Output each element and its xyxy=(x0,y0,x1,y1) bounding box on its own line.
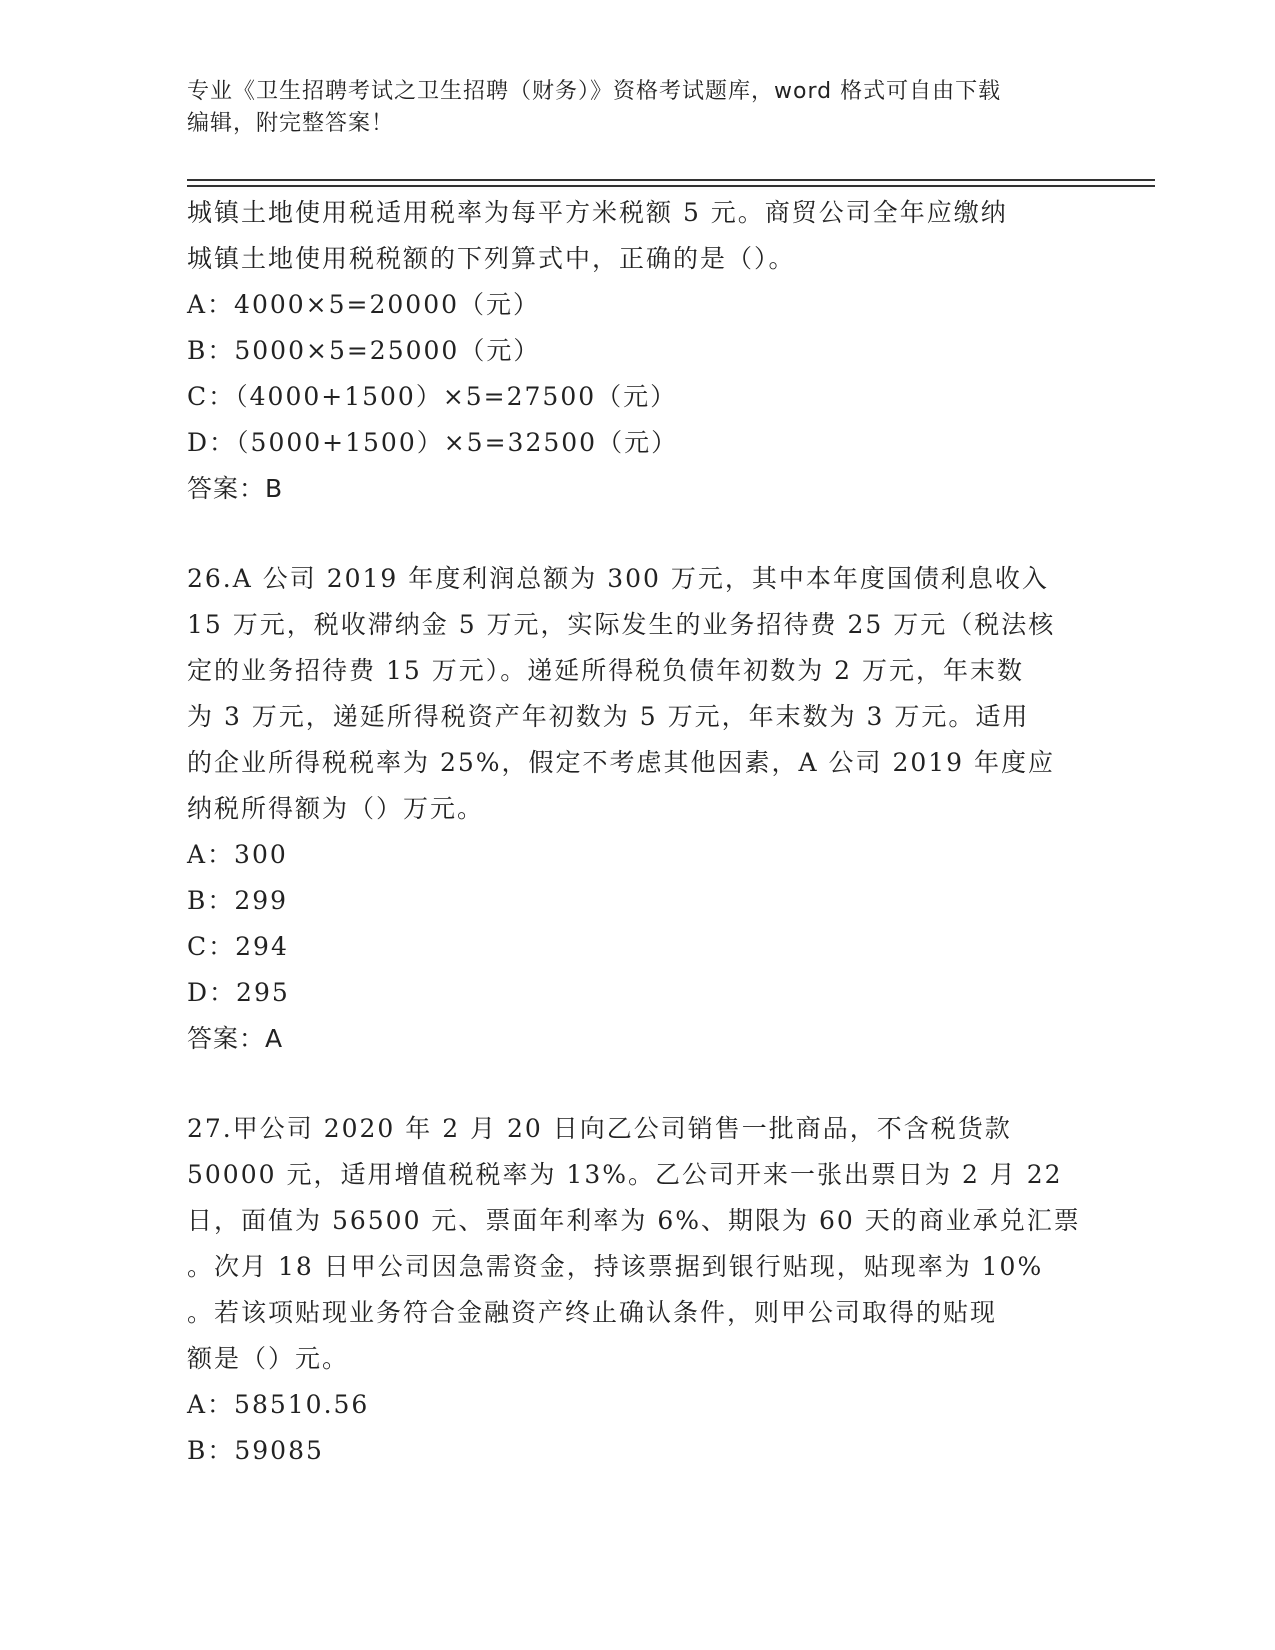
document-body xyxy=(187,190,1087,1474)
question-25 xyxy=(187,190,1087,512)
option-b: B：299 xyxy=(187,886,289,915)
question-stem-line: 。若该项贴现业务符合金融资产终止确认条件，则甲公司取得的贴现 xyxy=(187,1298,998,1327)
question-27 xyxy=(187,1106,1087,1474)
question-stem-line: 。次月 18 日甲公司因急需资金，持该票据到银行贴现，贴现率为 10% xyxy=(187,1252,1044,1281)
question-stem-line: 纳税所得额为（）万元。 xyxy=(187,794,485,823)
spacer xyxy=(187,1062,1087,1106)
question-stem-line: 城镇土地使用税税额的下列算式中，正确的是（）。 xyxy=(187,244,796,273)
question-stem-line: 额是（）元。 xyxy=(187,1344,350,1373)
option-c: C：（4000+1500）×5=27500（元） xyxy=(187,382,678,411)
question-stem-line: 15 万元，税收滞纳金 5 万元，实际发生的业务招待费 25 万元（税法核 xyxy=(187,610,1056,639)
answer-line: 答案：A xyxy=(187,1024,284,1053)
question-stem-line: 27.甲公司 2020 年 2 月 20 日向乙公司销售一批商品，不含税货款 xyxy=(187,1114,1012,1143)
option-a: A：300 xyxy=(187,840,288,869)
question-stem-line: 定的业务招待费 15 万元）。递延所得税负债年初数为 2 万元，年末数 xyxy=(187,656,1025,685)
option-a: A：4000×5=20000（元） xyxy=(187,290,541,319)
question-stem-line: 城镇土地使用税适用税率为每平方米税额 5 元。商贸公司全年应缴纳 xyxy=(187,198,1008,227)
answer-line: 答案：B xyxy=(187,474,284,503)
option-a: A：58510.56 xyxy=(187,1390,370,1419)
question-stem-line: 为 3 万元，递延所得税资产年初数为 5 万元，年末数为 3 万元。适用 xyxy=(187,702,1030,731)
question-stem-line: 的企业所得税税率为 25%，假定不考虑其他因素，A 公司 2019 年度应 xyxy=(187,748,1056,777)
header-divider-bottom xyxy=(187,185,1155,187)
question-26 xyxy=(187,556,1087,1062)
header-line-2: 编辑，附完整答案！ xyxy=(187,111,395,136)
spacer xyxy=(187,512,1087,556)
option-c: C：294 xyxy=(187,932,289,961)
option-b: B：5000×5=25000（元） xyxy=(187,336,541,365)
header-line-1: 专业《卫生招聘考试之卫生招聘（财务）》资格考试题库，word 格式可自由下载 xyxy=(187,79,1002,104)
question-stem-line: 日，面值为 56500 元、票面年利率为 6%、期限为 60 天的商业承兑汇票 xyxy=(187,1206,1081,1235)
option-b: B：59085 xyxy=(187,1436,324,1465)
question-stem-line: 26.A 公司 2019 年度利润总额为 300 万元，其中本年度国债利息收入 xyxy=(187,564,1049,593)
question-stem-line: 50000 元，适用增值税税率为 13%。乙公司开来一张出票日为 2 月 22 xyxy=(187,1160,1063,1189)
option-d: D：295 xyxy=(187,978,290,1007)
header-divider-top xyxy=(187,179,1155,181)
document-header xyxy=(187,76,1067,140)
option-d: D：（5000+1500）×5=32500（元） xyxy=(187,428,679,457)
